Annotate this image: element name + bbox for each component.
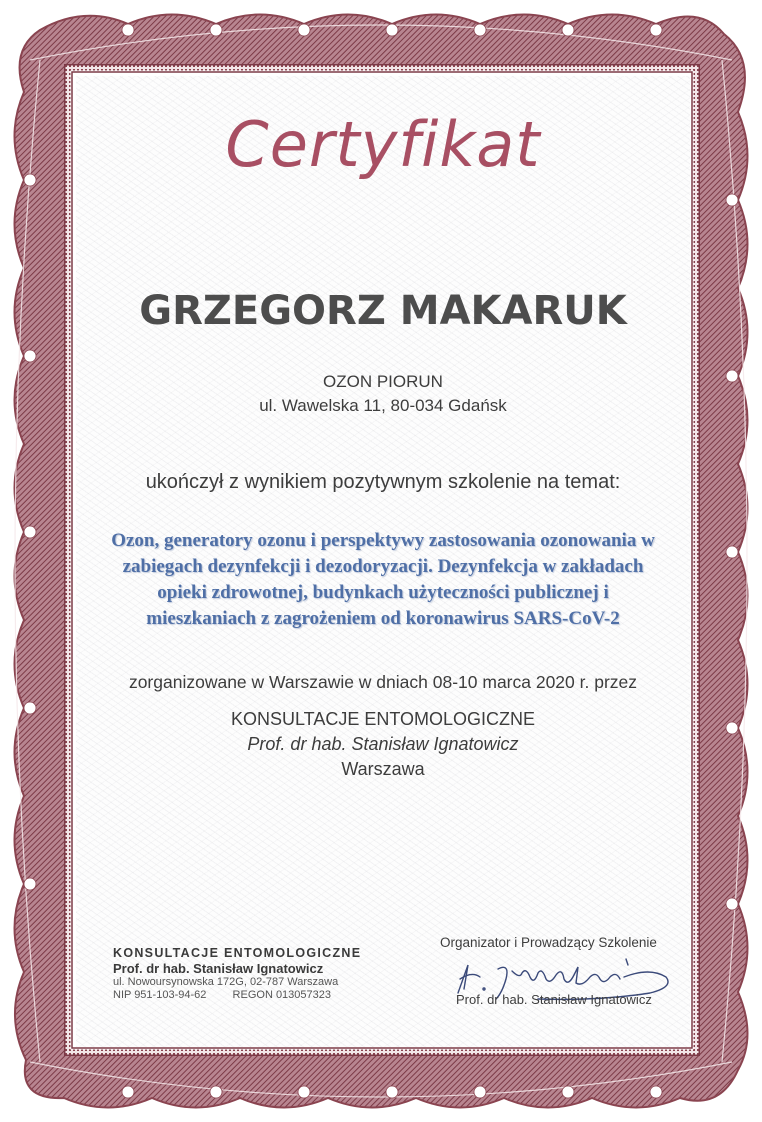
stamp-nip: NIP 951-103-94-62 [113, 989, 207, 1001]
stamp-address: ul. Nowoursynowska 172G, 02-787 Warszawa [113, 976, 339, 988]
signature-block [440, 935, 680, 1007]
topic-line: Ozon, generatory ozonu i perspektywy zastosowania ozonowania w [111, 530, 655, 551]
company-stamp [113, 946, 362, 1002]
completion-statement: ukończył z wynikiem pozytywnym szkolenie na temat: [145, 471, 621, 493]
stamp-ids [113, 989, 331, 1002]
certificate-title: Certyfikat [225, 108, 541, 181]
organizer-name: KONSULTACJE ENTOMOLOGICZNE [230, 709, 536, 729]
company-name: OZON PIORUN [323, 372, 443, 391]
recipient-company [76, 370, 690, 418]
topic-line: mieszkaniach z zagrożeniem od koronawirus SARS-CoV-2 [146, 608, 620, 629]
stamp-company: KONSULTACJE ENTOMOLOGICZNE [113, 946, 362, 960]
signature-label: Organizator i Prowadzący Szkolenie [440, 935, 657, 950]
organizer-block [76, 707, 690, 782]
organizer-city: Warszawa [341, 759, 425, 779]
recipient-name: GRZEGORZ MAKARUK [139, 288, 627, 334]
organizer-person: Prof. dr hab. Stanisław Ignatowicz [247, 734, 519, 754]
organized-statement: zorganizowane w Warszawie w dniach 08-10 marca 2020 r. przez [128, 672, 638, 692]
signature-name: Prof. dr hab. Stanisław Ignatowicz [456, 992, 652, 1007]
stamp-person: Prof. dr hab. Stanisław Ignatowicz [113, 961, 324, 976]
training-topic [96, 528, 670, 632]
company-address: ul. Wawelska 11, 80-034 Gdańsk [259, 396, 507, 415]
topic-line: opieki zdrowotnej, budynkach użyteczności publicznej i [157, 582, 609, 603]
stamp-regon: REGON 013057323 [232, 989, 331, 1001]
topic-line: zabiegach dezynfekcji i dezodoryzacji. Dezynfekcja w zakładach [122, 556, 644, 577]
